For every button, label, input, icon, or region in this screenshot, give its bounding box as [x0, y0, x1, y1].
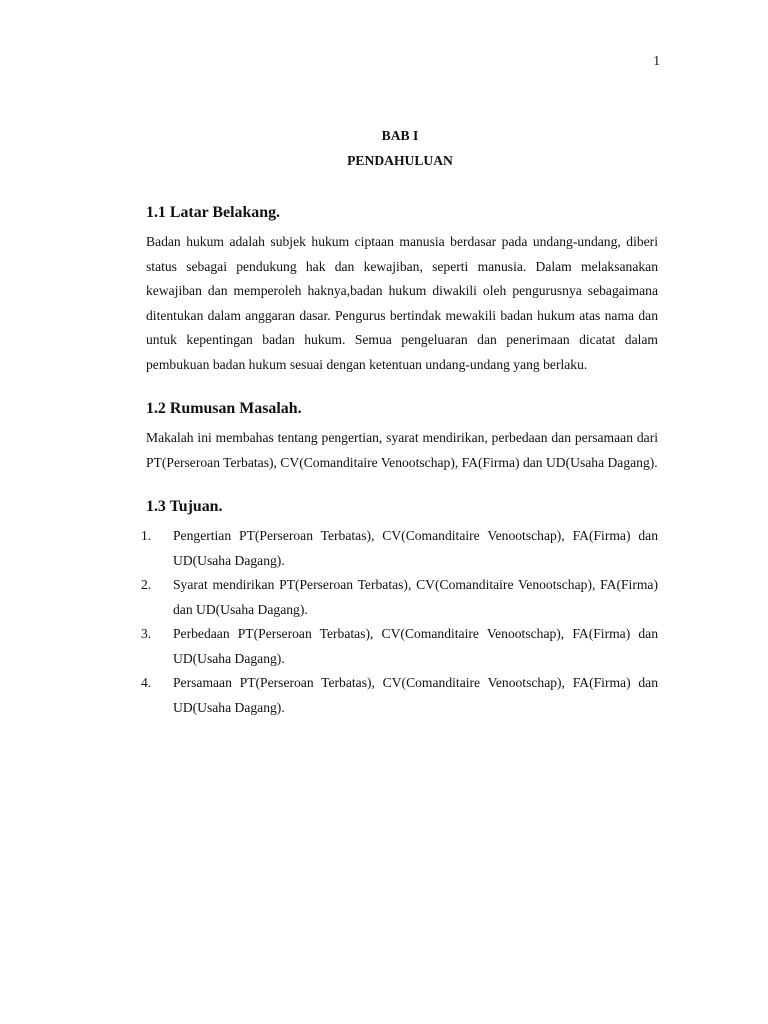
chapter-title: PENDAHULUAN — [347, 153, 453, 168]
problem-paragraph: Makalah ini membahas tentang pengertian, syarat mendirikan, perbedaan dan persamaan dari PT(Perseroan Terbatas), CV(Comanditaire Venootschap), FA(Firma) dan UD(Usaha Dagang). — [146, 430, 658, 470]
goal-number: 1. — [141, 528, 152, 543]
goal-number: 3. — [141, 626, 152, 641]
goal-text: Perbedaan PT(Perseroan Terbatas), CV(Comanditaire Venootschap), FA(Firma) dan UD(Usaha Dagang). — [173, 626, 658, 666]
section-title-problem: 1.2 Rumusan Masalah. — [146, 400, 302, 417]
goal-item — [141, 671, 658, 720]
section-title-goals: 1.3 Tujuan. — [146, 498, 223, 515]
chapter-label: BAB I — [381, 128, 419, 143]
goal-item — [141, 524, 658, 573]
section-goals — [141, 498, 658, 720]
goal-number: 2. — [141, 577, 152, 592]
goal-text: Pengertian PT(Perseroan Terbatas), CV(Comanditaire Venootschap), FA(Firma) dan UD(Usaha Dagang). — [173, 528, 658, 568]
background-paragraph: Badan hukum adalah subjek hukum ciptaan manusia berdasar pada undang-undang, diberi status sebagai pendukung hak dan kewajiban, seperti manusia. Dalam melaksanakan kewajiban dan memperoleh haknya,badan hukum diwakili oleh pengurusnya sebagaimana ditentukan dalam anggaran dasar. Pengurus bertindak mewakili badan hukum atas nama dan untuk kepentingan badan hukum. Semua pengeluaran dan penerimaan dicatat dalam pembukuan badan hukum sesuai dengan ketentuan undang-undang yang berlaku. — [146, 234, 658, 372]
goals-list — [141, 524, 658, 720]
section-background — [146, 205, 658, 377]
goal-item — [141, 573, 658, 622]
page-number: 1 — [653, 53, 660, 68]
goal-text: Persamaan PT(Perseroan Terbatas), CV(Comanditaire Venootschap), FA(Firma) dan UD(Usaha Dagang). — [173, 675, 658, 715]
section-title-background: 1.1 Latar Belakang. — [146, 204, 281, 221]
chapter-heading — [0, 128, 768, 169]
document-body — [141, 204, 658, 720]
section-problem — [146, 401, 658, 475]
goal-text: Syarat mendirikan PT(Perseroan Terbatas), CV(Comanditaire Venootschap), FA(Firma) dan UD(Usaha Dagang). — [173, 577, 658, 617]
goal-item — [141, 622, 658, 671]
goal-number: 4. — [141, 675, 152, 690]
